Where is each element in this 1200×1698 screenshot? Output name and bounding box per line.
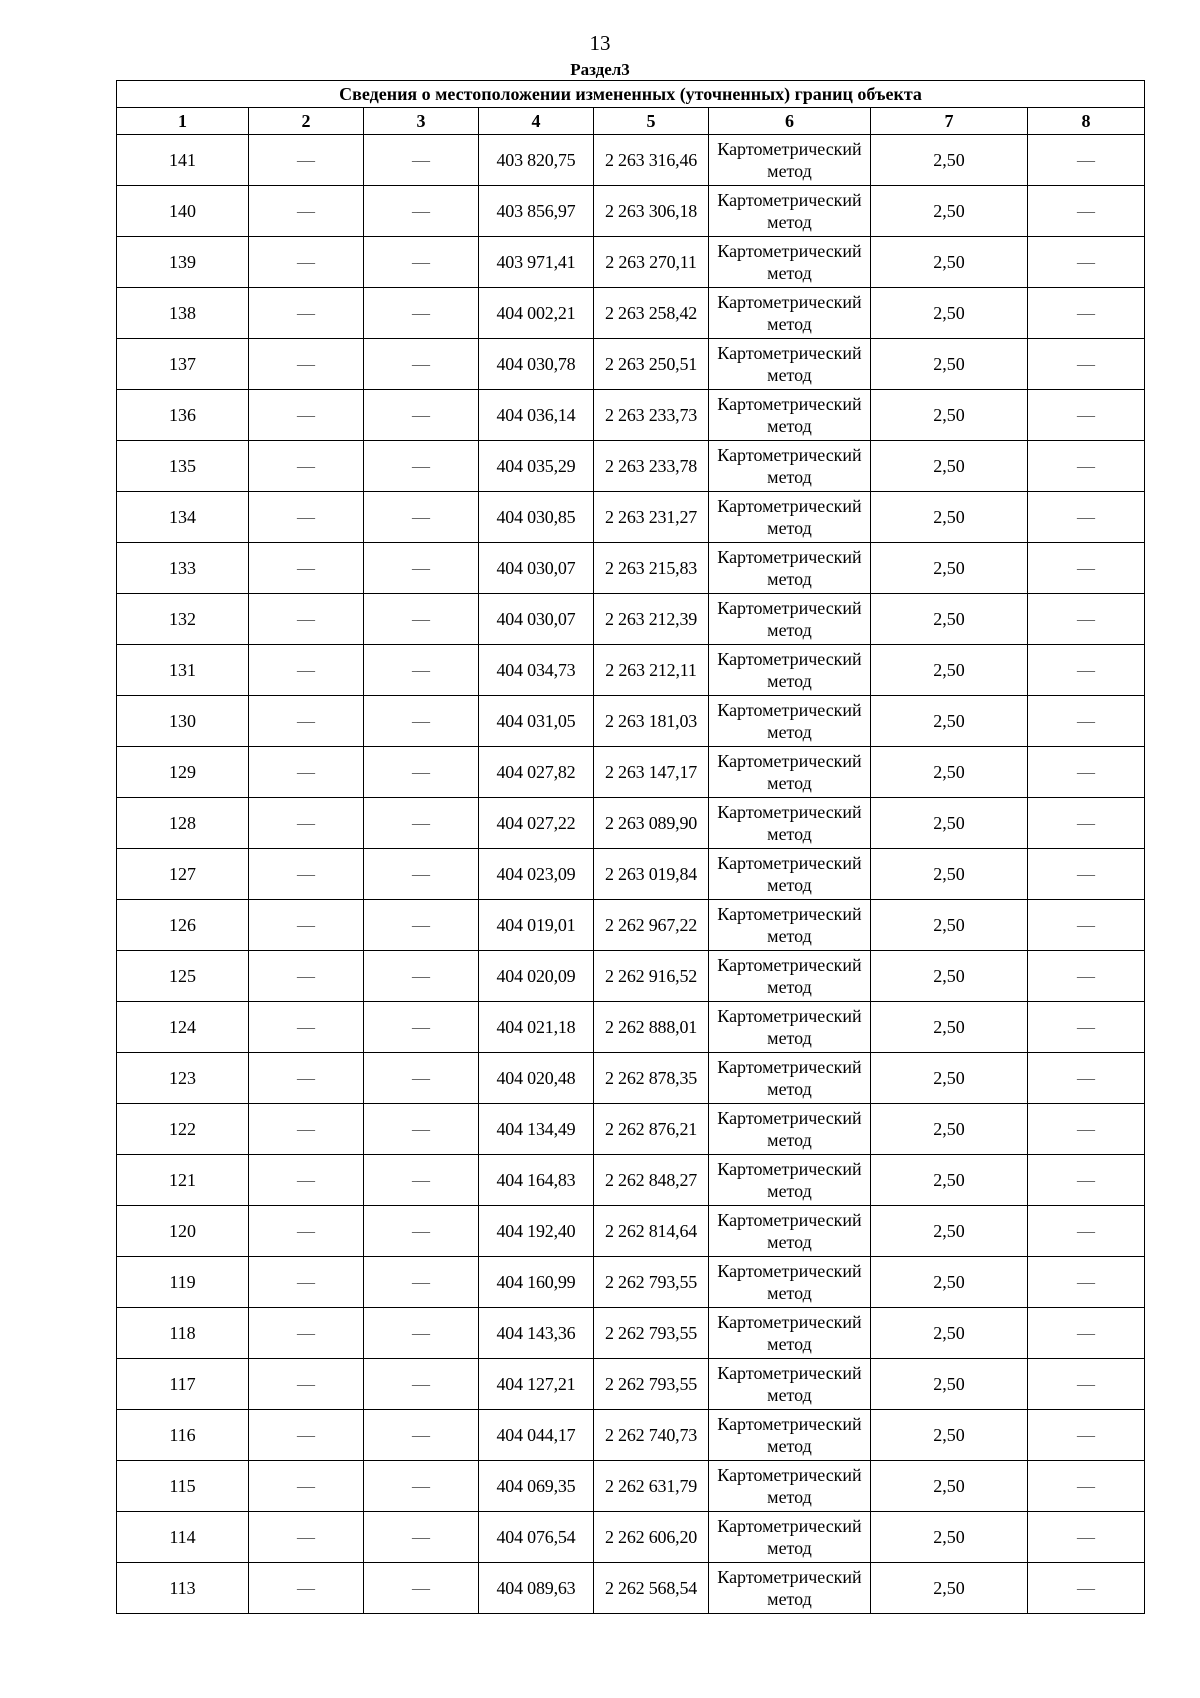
- table-row: [117, 1563, 1145, 1614]
- cell-col-2: —: [249, 1359, 364, 1410]
- cell-coord-x: 403 820,75: [479, 135, 594, 186]
- cell-method: Картометрический метод: [709, 798, 871, 849]
- cell-point-number: 132: [117, 594, 249, 645]
- cell-col-3: —: [364, 1002, 479, 1053]
- cell-accuracy: 2,50: [871, 1104, 1028, 1155]
- cell-accuracy: 2,50: [871, 390, 1028, 441]
- cell-coord-y: 2 263 233,73: [594, 390, 709, 441]
- cell-method: Картометрический метод: [709, 645, 871, 696]
- cell-coord-y: 2 263 258,42: [594, 288, 709, 339]
- cell-col-3: —: [364, 1104, 479, 1155]
- cell-point-number: 136: [117, 390, 249, 441]
- cell-col-2: —: [249, 1002, 364, 1053]
- cell-col-3: —: [364, 492, 479, 543]
- cell-col-3: —: [364, 1206, 479, 1257]
- cell-point-number: 118: [117, 1308, 249, 1359]
- cell-coord-y: 2 263 089,90: [594, 798, 709, 849]
- table-row: [117, 186, 1145, 237]
- cell-method: Картометрический метод: [709, 441, 871, 492]
- table-row: [117, 900, 1145, 951]
- cell-point-number: 128: [117, 798, 249, 849]
- table-row: [117, 747, 1145, 798]
- cell-point-number: 140: [117, 186, 249, 237]
- cell-col-2: —: [249, 339, 364, 390]
- cell-col-8: —: [1028, 849, 1145, 900]
- cell-method: Картометрический метод: [709, 594, 871, 645]
- cell-col-3: —: [364, 237, 479, 288]
- cell-col-3: —: [364, 1461, 479, 1512]
- cell-method: Картометрический метод: [709, 1104, 871, 1155]
- cell-accuracy: 2,50: [871, 135, 1028, 186]
- cell-col-2: —: [249, 1257, 364, 1308]
- cell-coord-y: 2 262 876,21: [594, 1104, 709, 1155]
- cell-col-8: —: [1028, 186, 1145, 237]
- column-header-6: 6: [709, 108, 871, 135]
- cell-coord-x: 404 031,05: [479, 696, 594, 747]
- table-row: [117, 492, 1145, 543]
- cell-col-8: —: [1028, 594, 1145, 645]
- cell-point-number: 116: [117, 1410, 249, 1461]
- cell-col-8: —: [1028, 1461, 1145, 1512]
- cell-accuracy: 2,50: [871, 747, 1028, 798]
- cell-coord-y: 2 262 793,55: [594, 1359, 709, 1410]
- table-row: [117, 1104, 1145, 1155]
- cell-accuracy: 2,50: [871, 1053, 1028, 1104]
- table-row: [117, 594, 1145, 645]
- cell-method: Картометрический метод: [709, 1461, 871, 1512]
- cell-col-3: —: [364, 1155, 479, 1206]
- cell-coord-x: 404 076,54: [479, 1512, 594, 1563]
- cell-accuracy: 2,50: [871, 543, 1028, 594]
- cell-point-number: 120: [117, 1206, 249, 1257]
- cell-method: Картометрический метод: [709, 849, 871, 900]
- cell-coord-y: 2 262 967,22: [594, 900, 709, 951]
- cell-point-number: 138: [117, 288, 249, 339]
- cell-point-number: 121: [117, 1155, 249, 1206]
- cell-accuracy: 2,50: [871, 288, 1028, 339]
- cell-col-8: —: [1028, 339, 1145, 390]
- cell-point-number: 124: [117, 1002, 249, 1053]
- cell-coord-x: 404 030,85: [479, 492, 594, 543]
- cell-method: Картометрический метод: [709, 1410, 871, 1461]
- cell-col-8: —: [1028, 1512, 1145, 1563]
- cell-col-3: —: [364, 339, 479, 390]
- cell-col-3: —: [364, 1563, 479, 1614]
- cell-col-2: —: [249, 237, 364, 288]
- cell-method: Картометрический метод: [709, 1563, 871, 1614]
- cell-point-number: 127: [117, 849, 249, 900]
- table-row: [117, 1410, 1145, 1461]
- cell-method: Картометрический метод: [709, 900, 871, 951]
- cell-col-8: —: [1028, 1155, 1145, 1206]
- cell-coord-y: 2 263 147,17: [594, 747, 709, 798]
- cell-col-8: —: [1028, 951, 1145, 1002]
- cell-point-number: 133: [117, 543, 249, 594]
- cell-col-2: —: [249, 1155, 364, 1206]
- cell-point-number: 141: [117, 135, 249, 186]
- cell-accuracy: 2,50: [871, 186, 1028, 237]
- table-body: [117, 135, 1145, 1614]
- cell-col-8: —: [1028, 900, 1145, 951]
- cell-coord-y: 2 262 916,52: [594, 951, 709, 1002]
- cell-col-3: —: [364, 747, 479, 798]
- table-row: [117, 1257, 1145, 1308]
- cell-method: Картометрический метод: [709, 492, 871, 543]
- cell-col-2: —: [249, 1461, 364, 1512]
- cell-coord-y: 2 263 215,83: [594, 543, 709, 594]
- cell-point-number: 114: [117, 1512, 249, 1563]
- table-row: [117, 441, 1145, 492]
- cell-coord-x: 403 971,41: [479, 237, 594, 288]
- table-row: [117, 798, 1145, 849]
- cell-method: Картометрический метод: [709, 339, 871, 390]
- table-row: [117, 1308, 1145, 1359]
- cell-point-number: 137: [117, 339, 249, 390]
- cell-coord-x: 404 044,17: [479, 1410, 594, 1461]
- cell-coord-x: 404 192,40: [479, 1206, 594, 1257]
- column-header-2: 2: [249, 108, 364, 135]
- cell-coord-y: 2 263 212,11: [594, 645, 709, 696]
- cell-col-3: —: [364, 441, 479, 492]
- cell-point-number: 123: [117, 1053, 249, 1104]
- cell-col-8: —: [1028, 1104, 1145, 1155]
- cell-coord-y: 2 262 848,27: [594, 1155, 709, 1206]
- cell-col-8: —: [1028, 1257, 1145, 1308]
- cell-col-3: —: [364, 1053, 479, 1104]
- cell-col-3: —: [364, 900, 479, 951]
- cell-col-3: —: [364, 1308, 479, 1359]
- cell-method: Картометрический метод: [709, 390, 871, 441]
- table-row: [117, 1359, 1145, 1410]
- table-row: [117, 543, 1145, 594]
- cell-coord-y: 2 263 316,46: [594, 135, 709, 186]
- cell-col-3: —: [364, 1512, 479, 1563]
- column-header-row: [117, 108, 1145, 135]
- column-header-5: 5: [594, 108, 709, 135]
- cell-col-8: —: [1028, 1002, 1145, 1053]
- cell-col-2: —: [249, 951, 364, 1002]
- cell-col-2: —: [249, 849, 364, 900]
- cell-col-8: —: [1028, 696, 1145, 747]
- cell-coord-x: 404 023,09: [479, 849, 594, 900]
- cell-accuracy: 2,50: [871, 849, 1028, 900]
- cell-accuracy: 2,50: [871, 1461, 1028, 1512]
- cell-col-8: —: [1028, 645, 1145, 696]
- cell-col-2: —: [249, 492, 364, 543]
- cell-method: Картометрический метод: [709, 1155, 871, 1206]
- cell-col-3: —: [364, 1257, 479, 1308]
- cell-col-2: —: [249, 1563, 364, 1614]
- cell-col-2: —: [249, 747, 364, 798]
- cell-method: Картометрический метод: [709, 951, 871, 1002]
- table-row: [117, 1155, 1145, 1206]
- cell-coord-x: 404 036,14: [479, 390, 594, 441]
- cell-method: Картометрический метод: [709, 1359, 871, 1410]
- cell-coord-y: 2 263 250,51: [594, 339, 709, 390]
- cell-col-2: —: [249, 798, 364, 849]
- cell-col-3: —: [364, 390, 479, 441]
- cell-col-8: —: [1028, 441, 1145, 492]
- cell-accuracy: 2,50: [871, 645, 1028, 696]
- cell-accuracy: 2,50: [871, 441, 1028, 492]
- cell-point-number: 131: [117, 645, 249, 696]
- cell-coord-x: 404 021,18: [479, 1002, 594, 1053]
- cell-col-2: —: [249, 1104, 364, 1155]
- cell-method: Картометрический метод: [709, 1053, 871, 1104]
- cell-coord-x: 404 027,82: [479, 747, 594, 798]
- cell-col-2: —: [249, 1512, 364, 1563]
- cell-col-8: —: [1028, 288, 1145, 339]
- cell-method: Картометрический метод: [709, 696, 871, 747]
- cell-accuracy: 2,50: [871, 696, 1028, 747]
- cell-accuracy: 2,50: [871, 492, 1028, 543]
- cell-col-2: —: [249, 390, 364, 441]
- cell-point-number: 125: [117, 951, 249, 1002]
- cell-col-8: —: [1028, 492, 1145, 543]
- cell-col-3: —: [364, 594, 479, 645]
- cell-col-2: —: [249, 441, 364, 492]
- cell-accuracy: 2,50: [871, 1155, 1028, 1206]
- cell-coord-x: 404 030,07: [479, 543, 594, 594]
- cell-col-8: —: [1028, 1308, 1145, 1359]
- cell-col-8: —: [1028, 390, 1145, 441]
- column-header-8: 8: [1028, 108, 1145, 135]
- cell-col-8: —: [1028, 543, 1145, 594]
- cell-accuracy: 2,50: [871, 951, 1028, 1002]
- cell-method: Картометрический метод: [709, 1308, 871, 1359]
- cell-col-3: —: [364, 696, 479, 747]
- column-header-4: 4: [479, 108, 594, 135]
- cell-coord-y: 2 262 878,35: [594, 1053, 709, 1104]
- cell-col-3: —: [364, 135, 479, 186]
- table-row: [117, 1461, 1145, 1512]
- table-row: [117, 237, 1145, 288]
- cell-accuracy: 2,50: [871, 1257, 1028, 1308]
- column-header-3: 3: [364, 108, 479, 135]
- cell-col-8: —: [1028, 1563, 1145, 1614]
- table-row: [117, 645, 1145, 696]
- cell-coord-x: 404 002,21: [479, 288, 594, 339]
- cell-col-2: —: [249, 1410, 364, 1461]
- table-row: [117, 696, 1145, 747]
- cell-col-3: —: [364, 645, 479, 696]
- cell-coord-y: 2 262 631,79: [594, 1461, 709, 1512]
- cell-col-2: —: [249, 1053, 364, 1104]
- table-row: [117, 339, 1145, 390]
- cell-method: Картометрический метод: [709, 186, 871, 237]
- cell-col-2: —: [249, 900, 364, 951]
- column-header-1: 1: [117, 108, 249, 135]
- cell-accuracy: 2,50: [871, 1308, 1028, 1359]
- cell-col-2: —: [249, 645, 364, 696]
- cell-col-2: —: [249, 696, 364, 747]
- cell-col-3: —: [364, 1410, 479, 1461]
- cell-accuracy: 2,50: [871, 1410, 1028, 1461]
- cell-col-3: —: [364, 798, 479, 849]
- cell-point-number: 126: [117, 900, 249, 951]
- cell-coord-x: 404 160,99: [479, 1257, 594, 1308]
- cell-col-8: —: [1028, 237, 1145, 288]
- cell-coord-y: 2 262 793,55: [594, 1308, 709, 1359]
- cell-point-number: 119: [117, 1257, 249, 1308]
- cell-accuracy: 2,50: [871, 1512, 1028, 1563]
- cell-coord-x: 404 134,49: [479, 1104, 594, 1155]
- cell-coord-y: 2 263 212,39: [594, 594, 709, 645]
- cell-col-8: —: [1028, 1206, 1145, 1257]
- cell-coord-y: 2 263 306,18: [594, 186, 709, 237]
- cell-col-2: —: [249, 543, 364, 594]
- cell-coord-x: 404 030,78: [479, 339, 594, 390]
- table-row: [117, 1002, 1145, 1053]
- cell-coord-x: 404 089,63: [479, 1563, 594, 1614]
- cell-col-2: —: [249, 186, 364, 237]
- cell-method: Картометрический метод: [709, 1257, 871, 1308]
- cell-coord-y: 2 263 270,11: [594, 237, 709, 288]
- cell-col-8: —: [1028, 747, 1145, 798]
- cell-col-2: —: [249, 1206, 364, 1257]
- cell-col-8: —: [1028, 1410, 1145, 1461]
- cell-col-8: —: [1028, 1053, 1145, 1104]
- cell-col-3: —: [364, 186, 479, 237]
- table-row: [117, 288, 1145, 339]
- cell-accuracy: 2,50: [871, 594, 1028, 645]
- cell-col-8: —: [1028, 135, 1145, 186]
- cell-method: Картометрический метод: [709, 237, 871, 288]
- cell-coord-y: 2 262 568,54: [594, 1563, 709, 1614]
- table-row: [117, 951, 1145, 1002]
- cell-col-3: —: [364, 543, 479, 594]
- cell-point-number: 135: [117, 441, 249, 492]
- cell-col-8: —: [1028, 798, 1145, 849]
- cell-point-number: 139: [117, 237, 249, 288]
- column-header-7: 7: [871, 108, 1028, 135]
- cell-coord-y: 2 262 793,55: [594, 1257, 709, 1308]
- cell-coord-x: 404 034,73: [479, 645, 594, 696]
- cell-method: Картометрический метод: [709, 1206, 871, 1257]
- page-number: 13: [589, 31, 611, 55]
- cell-point-number: 122: [117, 1104, 249, 1155]
- cell-coord-y: 2 263 181,03: [594, 696, 709, 747]
- cell-col-2: —: [249, 135, 364, 186]
- cell-col-3: —: [364, 951, 479, 1002]
- cell-method: Картометрический метод: [709, 543, 871, 594]
- cell-method: Картометрический метод: [709, 747, 871, 798]
- cell-coord-x: 403 856,97: [479, 186, 594, 237]
- cell-coord-x: 404 069,35: [479, 1461, 594, 1512]
- cell-method: Картометрический метод: [709, 1002, 871, 1053]
- cell-point-number: 113: [117, 1563, 249, 1614]
- cell-coord-x: 404 035,29: [479, 441, 594, 492]
- section-title: Раздел3: [570, 60, 630, 79]
- cell-accuracy: 2,50: [871, 1206, 1028, 1257]
- table-row: [117, 1206, 1145, 1257]
- cell-coord-x: 404 020,48: [479, 1053, 594, 1104]
- cell-coord-x: 404 019,01: [479, 900, 594, 951]
- cell-point-number: 134: [117, 492, 249, 543]
- table-row: [117, 135, 1145, 186]
- table-row: [117, 1512, 1145, 1563]
- cell-accuracy: 2,50: [871, 900, 1028, 951]
- cell-coord-y: 2 263 233,78: [594, 441, 709, 492]
- cell-col-8: —: [1028, 1359, 1145, 1410]
- cell-method: Картометрический метод: [709, 288, 871, 339]
- cell-point-number: 129: [117, 747, 249, 798]
- table-row: [117, 849, 1145, 900]
- table-row: [117, 1053, 1145, 1104]
- cell-coord-y: 2 262 888,01: [594, 1002, 709, 1053]
- cell-col-2: —: [249, 594, 364, 645]
- cell-coord-x: 404 164,83: [479, 1155, 594, 1206]
- cell-col-3: —: [364, 1359, 479, 1410]
- cell-accuracy: 2,50: [871, 798, 1028, 849]
- cell-accuracy: 2,50: [871, 339, 1028, 390]
- cell-col-2: —: [249, 1308, 364, 1359]
- cell-accuracy: 2,50: [871, 1002, 1028, 1053]
- cell-accuracy: 2,50: [871, 1563, 1028, 1614]
- table-caption: Сведения о местоположении измененных (уточненных) границ объекта: [117, 81, 1145, 108]
- cell-coord-x: 404 143,36: [479, 1308, 594, 1359]
- cell-coord-x: 404 027,22: [479, 798, 594, 849]
- cell-col-3: —: [364, 288, 479, 339]
- cell-point-number: 115: [117, 1461, 249, 1512]
- cell-coord-y: 2 262 606,20: [594, 1512, 709, 1563]
- cell-point-number: 130: [117, 696, 249, 747]
- cell-coord-x: 404 030,07: [479, 594, 594, 645]
- cell-method: Картометрический метод: [709, 1512, 871, 1563]
- cell-coord-y: 2 263 231,27: [594, 492, 709, 543]
- cell-coord-y: 2 262 814,64: [594, 1206, 709, 1257]
- table-row: [117, 390, 1145, 441]
- cell-col-3: —: [364, 849, 479, 900]
- boundary-table: [116, 80, 1145, 1614]
- cell-coord-x: 404 020,09: [479, 951, 594, 1002]
- cell-coord-y: 2 262 740,73: [594, 1410, 709, 1461]
- cell-col-2: —: [249, 288, 364, 339]
- cell-accuracy: 2,50: [871, 1359, 1028, 1410]
- cell-method: Картометрический метод: [709, 135, 871, 186]
- cell-accuracy: 2,50: [871, 237, 1028, 288]
- cell-coord-y: 2 263 019,84: [594, 849, 709, 900]
- cell-point-number: 117: [117, 1359, 249, 1410]
- cell-coord-x: 404 127,21: [479, 1359, 594, 1410]
